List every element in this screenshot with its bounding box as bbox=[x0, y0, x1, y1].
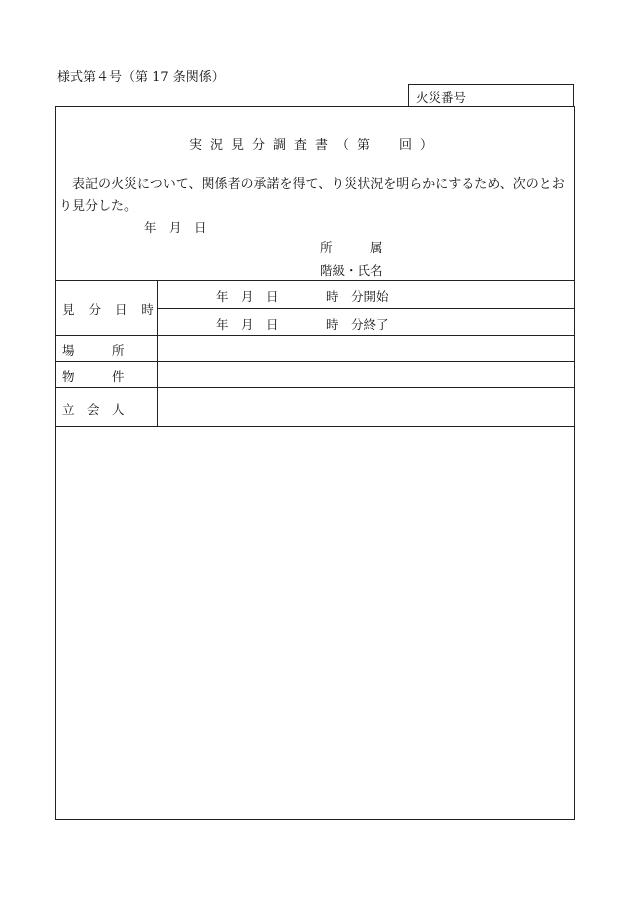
affiliation-label: 所 属 bbox=[320, 240, 383, 255]
document-date: 年 月 日 bbox=[144, 220, 207, 235]
fire-number-box bbox=[408, 84, 574, 106]
object-label: 物 件 bbox=[62, 369, 125, 384]
table-top-rule bbox=[56, 280, 574, 281]
inspection-time-label: 見 分 日 時 bbox=[62, 302, 154, 317]
location-label: 場 所 bbox=[62, 343, 125, 358]
end-date: 年 月 日 bbox=[216, 317, 279, 332]
table-column-rule bbox=[157, 280, 158, 426]
table-rule bbox=[56, 387, 574, 388]
intro-paragraph: 表記の火災について、関係者の承諾を得て、り災状況を明らかにするため、次のとおり見分した。 bbox=[59, 177, 565, 214]
end-time: 時 分終了 bbox=[326, 317, 389, 332]
start-time: 時 分開始 bbox=[326, 289, 389, 304]
rank-name-label: 階級・氏名 bbox=[320, 263, 383, 278]
document-title: 実況見分調査書（第 回） bbox=[188, 138, 441, 153]
witness-label: 立 会 人 bbox=[62, 402, 125, 417]
start-date: 年 月 日 bbox=[216, 289, 279, 304]
table-rule bbox=[56, 335, 574, 336]
form-number: 様式第４号（第 17 条関係） bbox=[57, 70, 225, 85]
fire-number-label: 火災番号 bbox=[416, 90, 467, 105]
time-divider-rule bbox=[158, 308, 574, 309]
observation-area bbox=[56, 426, 574, 819]
table-rule bbox=[56, 361, 574, 362]
inspection-report-form bbox=[55, 106, 575, 820]
